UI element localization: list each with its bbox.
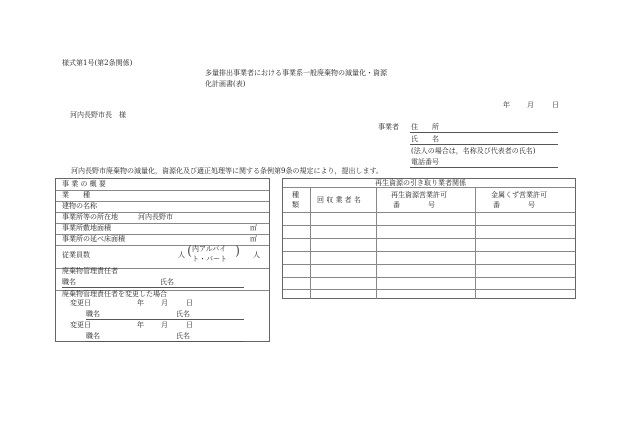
- date-month-label: 月: [527, 101, 534, 109]
- building-name-label: 建物の名称: [62, 202, 97, 210]
- manager-title: 廃棄物管理責任者: [62, 267, 118, 275]
- change-date-label-1: 変更日: [70, 299, 91, 307]
- manager-post-label: 職名: [62, 278, 76, 286]
- corporate-note: (法人の場合は，名称及び代表者の氏名): [411, 147, 536, 155]
- change1-post-label: 職名: [86, 310, 100, 318]
- date-year-label: 年: [503, 101, 510, 109]
- floor-area-label: 事業所の延べ床面積: [62, 235, 125, 243]
- applicant-role: 事業者: [378, 123, 399, 131]
- part-time-line1: 内アルバイ: [192, 245, 227, 253]
- location-value: 河内長野市: [138, 213, 173, 221]
- addressee: 河内長野市長 様: [70, 111, 126, 119]
- change1-day: 日: [186, 299, 193, 307]
- employees-unit: 人: [178, 251, 185, 259]
- collector-table-header: 再生資源の引き取り業者関係: [375, 179, 466, 187]
- location-label: 事業所等の所在地: [62, 213, 118, 221]
- change-title: 廃棄物管理責任者を変更した場合: [62, 290, 167, 298]
- open-bracket: (: [187, 244, 193, 259]
- col-type-line1: 種: [292, 191, 299, 199]
- manager-name-label: 氏名: [160, 278, 174, 286]
- part-time-unit: 人: [253, 251, 260, 259]
- change1-name-label: 氏名: [176, 310, 190, 318]
- name-line: [410, 144, 558, 145]
- address-line: [410, 132, 558, 133]
- floor-area-unit: ㎡: [250, 235, 257, 243]
- change2-month: 月: [161, 321, 168, 329]
- close-bracket: ): [235, 244, 241, 259]
- document-title-line1: 多量排出事業者における事業系一般廃棄物の減量化・資源: [205, 69, 387, 77]
- address-label: 住 所: [411, 123, 439, 131]
- part-time-line2: ト・パート: [192, 255, 227, 263]
- change2-name-label: 氏名: [176, 332, 190, 340]
- phone-label: 電話番号: [411, 158, 439, 166]
- change2-post-label: 職名: [86, 332, 100, 340]
- col-collector-name: 回 収 業 者 名: [317, 196, 361, 204]
- form-number: 様式第1号(第2条関係): [62, 59, 133, 67]
- col-recycle-license-line1: 再生資源営業許可: [391, 191, 447, 199]
- date-day-label: 日: [552, 101, 559, 109]
- col-recycle-license-line2: 番 号: [393, 201, 435, 209]
- site-area-label: 事業所敷地面積: [62, 224, 111, 232]
- site-area-unit: ㎡: [250, 224, 257, 232]
- change1-year: 年: [137, 299, 144, 307]
- change1-line: [86, 319, 244, 320]
- industry-label: 業 種: [62, 191, 90, 199]
- change2-day: 日: [186, 321, 193, 329]
- business-overview-header: 事 業 の 概 要: [62, 180, 106, 188]
- document-title-line2: 化計画書(表): [205, 80, 246, 88]
- col-type-line2: 類: [292, 201, 299, 209]
- change1-month: 月: [161, 299, 168, 307]
- col-scrap-license-line2: 番 号: [493, 201, 535, 209]
- change-date-label-2: 変更日: [70, 321, 91, 329]
- employees-label: 従業員数: [62, 251, 90, 259]
- change2-line: [86, 341, 244, 342]
- phone-line: [410, 167, 558, 168]
- name-label: 氏 名: [411, 135, 439, 143]
- manager-line: [62, 287, 244, 288]
- col-scrap-license-line1: 金属くず営業許可: [491, 191, 547, 199]
- statement: 河内長野市廃棄物の減量化，資源化及び適正処理等に関する条例第9条の規定により，提出します。: [71, 167, 383, 175]
- change2-year: 年: [137, 321, 144, 329]
